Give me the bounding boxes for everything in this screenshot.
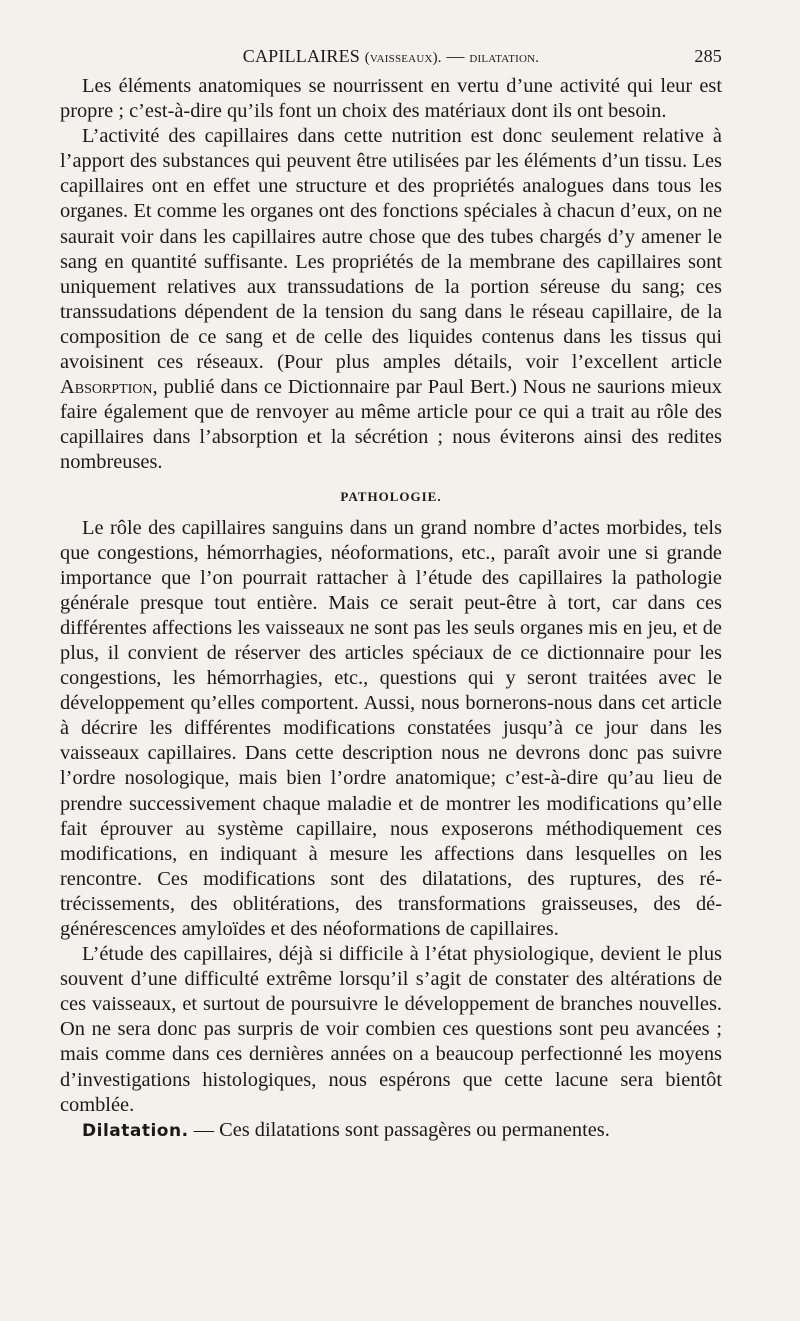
page-number: 285: [694, 46, 722, 66]
article-reference-absorption: Absorption: [60, 376, 153, 399]
paragraph-dilatation-text: — Ces dilatations sont passagères ou permanentes.: [188, 1118, 610, 1141]
paragraph-capillary-activity: [60, 124, 722, 475]
running-title-section: dilatation.: [469, 50, 540, 66]
running-head: [60, 42, 722, 74]
paragraph-capillary-activity-end: , publié dans ce Dictionnaire par Paul Bert.) Nous ne saurions mieux faire également que de renvoyer au même article pour ce qui a trait au rôle des capillaires dans l’absorption et la sécrétion ; nous éviterons ainsi des redites nombreuses.: [60, 376, 722, 474]
running-title: [60, 46, 722, 67]
paragraph-dilatation: [60, 1118, 722, 1144]
paragraph-study-difficulty: L’étude des capillaires, déjà si difficile à l’état physiologique, devient le plus souvent d’une difficulté extrême lorsqu’il s’agit de constater des altérations de ces vaisseaux, et surtout de poursuivre le développement de branches nouvelles. On ne sera donc pas surpris de voir combien ces questions sont peu avancées ; mais comme dans ces dernières années on a beaucoup perfectionné les moyens d’investigations histologiques, nous espérons que cette lacune sera bientôt comblée.: [60, 943, 722, 1116]
subhead-dilatation: Dilatation.: [82, 1120, 189, 1141]
running-title-dash: —: [446, 46, 465, 66]
running-title-main: CAPILLAIRES: [242, 46, 360, 66]
paragraph-nutrition: Les éléments anatomiques se nourrissent en vertu d’une activité qui leur est propre ; c’est-à-dire qu’ils font un choix des matériaux dont ils ont besoin.: [60, 75, 722, 123]
body-text: [60, 74, 722, 1144]
paragraph-pathology-role: Le rôle des capillaires sanguins dans un grand nombre d’actes morbides, tels que congestions, hémorrhagies, néoformations, etc., paraît avoir une si grande importance que l’on pourrait rattacher à l’étude des capillaires la pathologie générale presque tout entière. Mais ce serait peut-être à tort, car dans ces différentes affections les vaisseaux ne sont pas les seuls organes mis en jeu, et de plus, il convient de réserver des articles spéciaux de ce dictionnaire pour les congestions, les hémorrhagies, etc., questions qui y seront traitées avec le développement qu’elles comportent. Aussi, nous bornerons-nous dans cet article à décrire les différentes modifications constatées jusqu’à ce jour dans les vaisseaux capillaires. Dans cette description nous ne devrons donc pas suivre l’ordre nosologique, mais bien l’ordre anatomique; c’est-à-dire qu’au lieu de prendre successivement chaque maladie et de montrer les modifications qu’elle fait éprouver au système capillaire, nous exposerons méthodiquement ces modifications, en indiquant à mesure les affections dans lesquelles on les rencontre. Ces modifications sont des dilatations, des ruptures, des rétrécissements, des oblitérations, des transformations graisseuses, des dégénérescences amyloïdes et des néoformations de capillaires.: [60, 516, 722, 940]
section-heading-pathologie: PATHOLOGIE.: [340, 488, 442, 504]
running-title-parenthetical: (vaisseaux).: [364, 50, 442, 66]
paragraph-capillary-activity-text: L’activité des capillaires dans cette nutrition est donc seulement relative à l’apport des substances qui peuvent être utilisées par les éléments d’un tissu. Les capillaires ont en effet une structure et des propriétés analogues dans tous les organes. Et comme les organes ont des fonctions spéciales à chacun d’eux, on ne saurait voir dans les capillaires autre chose que des tubes chargés d’y amener le sang en quantité suffisante. Les propriétés de la membrane des capillaires sont uniquement relatives aux transsudations de la portion séreuse du sang; ces transsudations dépendent de la tension du sang dans le réseau capillaire, de la composition de ce sang et de celle des liquides contenus dans les tissus qui avoisinent ces réseaux. (Pour plus amples détails, voir l’excellent article: [60, 125, 722, 374]
